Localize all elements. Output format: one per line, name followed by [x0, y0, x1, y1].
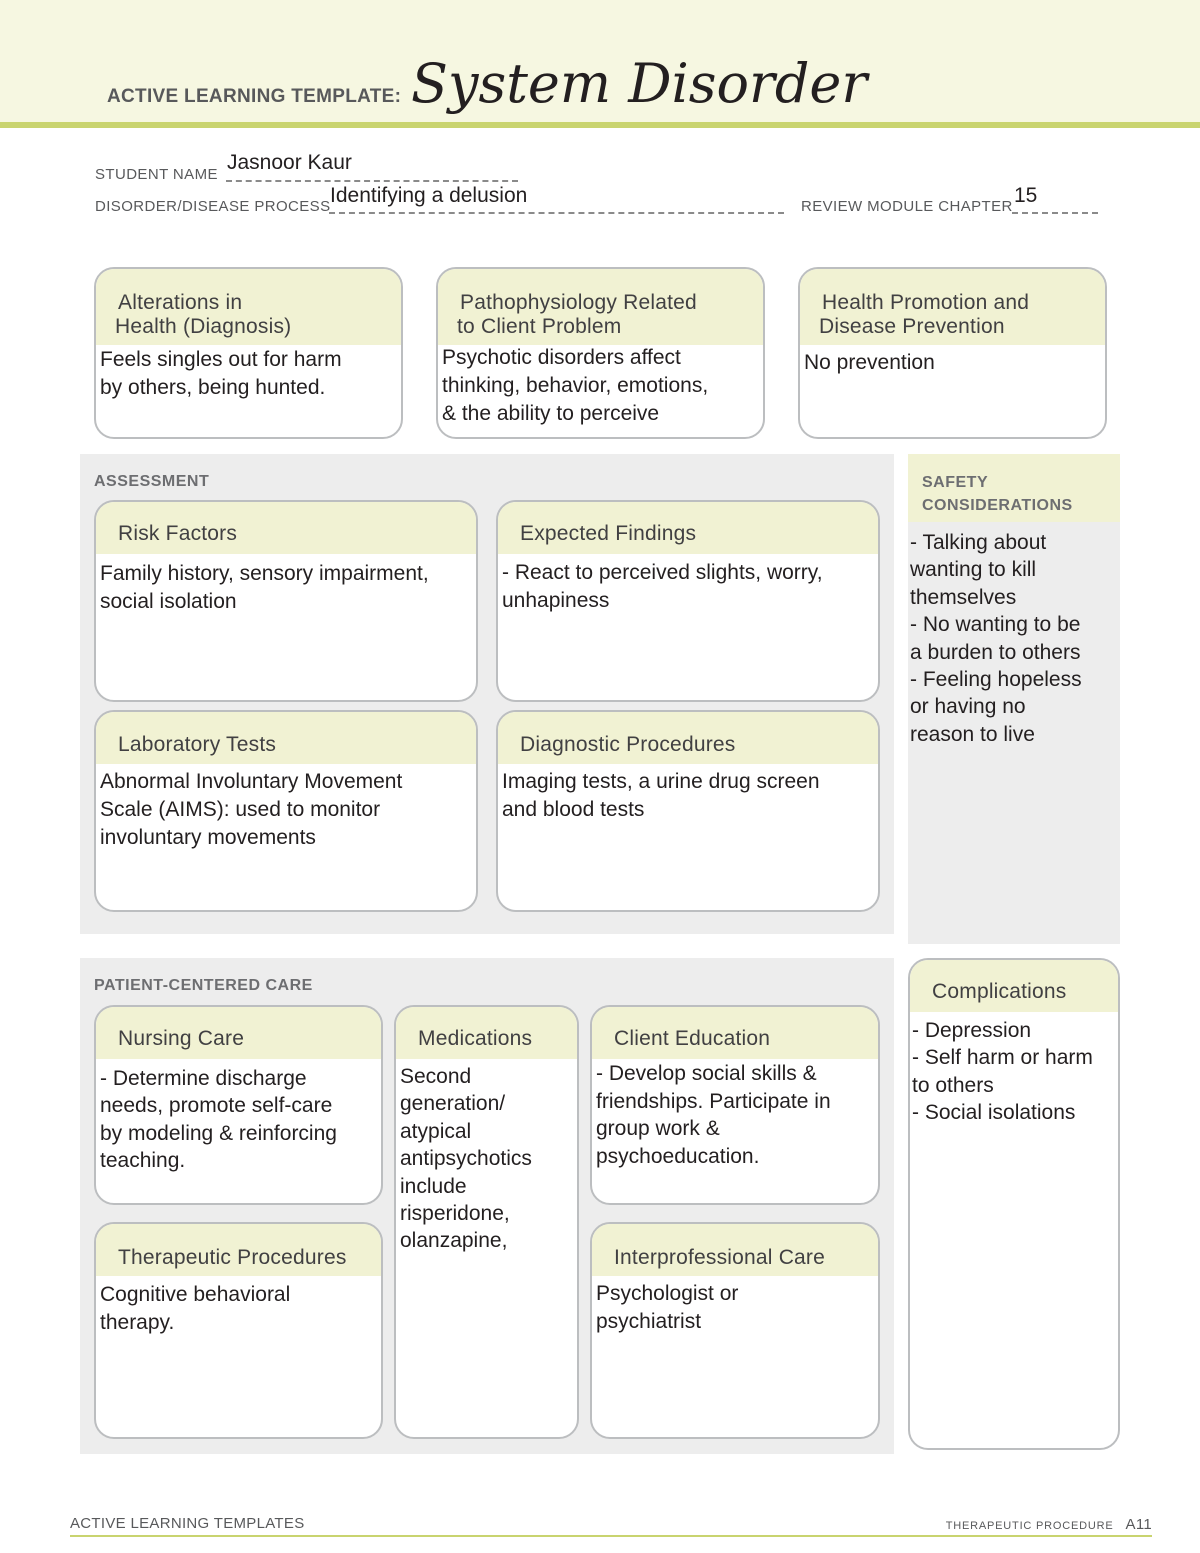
expected-findings-box [496, 500, 880, 702]
box-title: Therapeutic Procedures [118, 1246, 347, 1269]
complications-box [908, 958, 1120, 1450]
risk-factors-box [94, 500, 478, 702]
health-promotion-text[interactable]: No prevention [804, 351, 935, 374]
medications-text[interactable]: Second generation/ atypical antipsychotics include risperidone, olanzapine, [400, 1065, 532, 1253]
client-education-text[interactable]: - Develop social skills & friendships. Participate in group work & psychoeducation. [596, 1062, 831, 1168]
box-title: Expected Findings [520, 522, 697, 545]
interprofessional-care-box [590, 1222, 880, 1439]
footer-right [946, 1516, 1152, 1533]
page-title: System Disorder [411, 52, 868, 115]
box-title: Interprofessional Care [614, 1246, 826, 1269]
patient-centered-care-heading: PATIENT-CENTERED CARE [94, 977, 313, 994]
diagnostic-procedures-text[interactable]: Imaging tests, a urine drug screen and blood tests [502, 770, 820, 821]
complications-text[interactable]: - Depression - Self harm or harm to others - Social isolations [912, 1019, 1093, 1125]
box-title: Client Education [614, 1027, 771, 1050]
box-title: Health Promotion and [822, 291, 1030, 314]
chapter-label: REVIEW MODULE CHAPTER [801, 198, 1013, 215]
student-name-label: STUDENT NAME [95, 166, 218, 183]
pathophysiology-box [436, 267, 765, 439]
chapter-value: 15 [1014, 184, 1038, 207]
interprofessional-care-text[interactable]: Psychologist or psychiatrist [596, 1282, 739, 1333]
box-title: Diagnostic Procedures [520, 733, 736, 756]
pathophysiology-text[interactable]: Psychotic disorders affect thinking, behavior, emotions, & the ability to perceive [442, 346, 709, 425]
box-title: Risk Factors [118, 522, 238, 545]
client-education-box [590, 1005, 880, 1205]
laboratory-tests-text[interactable]: Abnormal Involuntary Movement Scale (AIMS): used to monitor involuntary movements [100, 770, 403, 849]
box-title: Laboratory Tests [118, 733, 277, 756]
footer-rule [70, 1535, 1152, 1537]
disorder-label: DISORDER/DISEASE PROCESS [95, 198, 331, 215]
box-title: Health (Diagnosis) [115, 315, 292, 338]
page-number: A11 [1125, 1516, 1152, 1533]
safety-text[interactable]: - Talking about wanting to kill themselves - No wanting to be a burden to others - Feeling hopeless or having no reason to live [910, 531, 1082, 746]
box-title: Disease Prevention [819, 315, 1005, 338]
student-name-value: Jasnoor Kaur [227, 151, 352, 174]
therapeutic-procedures-box [94, 1222, 383, 1439]
alterations-box [94, 267, 403, 439]
health-promotion-box [798, 267, 1107, 439]
header-rule [0, 122, 1200, 128]
box-title: to Client Problem [457, 315, 622, 338]
risk-factors-text[interactable]: Family history, sensory impairment, social isolation [100, 562, 429, 613]
alterations-text[interactable]: Feels singles out for harm by others, being hunted. [100, 348, 342, 399]
expected-findings-text[interactable]: - React to perceived slights, worry, unhapiness [502, 561, 823, 612]
template-label: ACTIVE LEARNING TEMPLATE: [107, 86, 402, 107]
box-title: Alterations in [118, 291, 243, 314]
box-title: Medications [418, 1027, 533, 1050]
box-title: Pathophysiology Related [460, 291, 697, 314]
nursing-care-text[interactable]: - Determine discharge needs, promote self-care by modeling & reinforcing teaching. [100, 1067, 337, 1173]
assessment-heading: ASSESSMENT [94, 473, 210, 490]
footer-left: ACTIVE LEARNING TEMPLATES [70, 1515, 305, 1532]
safety-heading: SAFETY CONSIDERATIONS [922, 474, 1073, 514]
disorder-value: Identifying a delusion [330, 184, 528, 207]
box-title: Nursing Care [118, 1027, 245, 1050]
therapeutic-procedures-text[interactable]: Cognitive behavioral therapy. [100, 1283, 291, 1334]
medications-box [394, 1005, 579, 1439]
footer-section-label: THERAPEUTIC PROCEDURE [945, 1520, 1114, 1532]
diagnostic-procedures-box [496, 710, 880, 912]
box-title: Complications [932, 980, 1067, 1003]
laboratory-tests-box [94, 710, 478, 912]
nursing-care-box [94, 1005, 383, 1205]
